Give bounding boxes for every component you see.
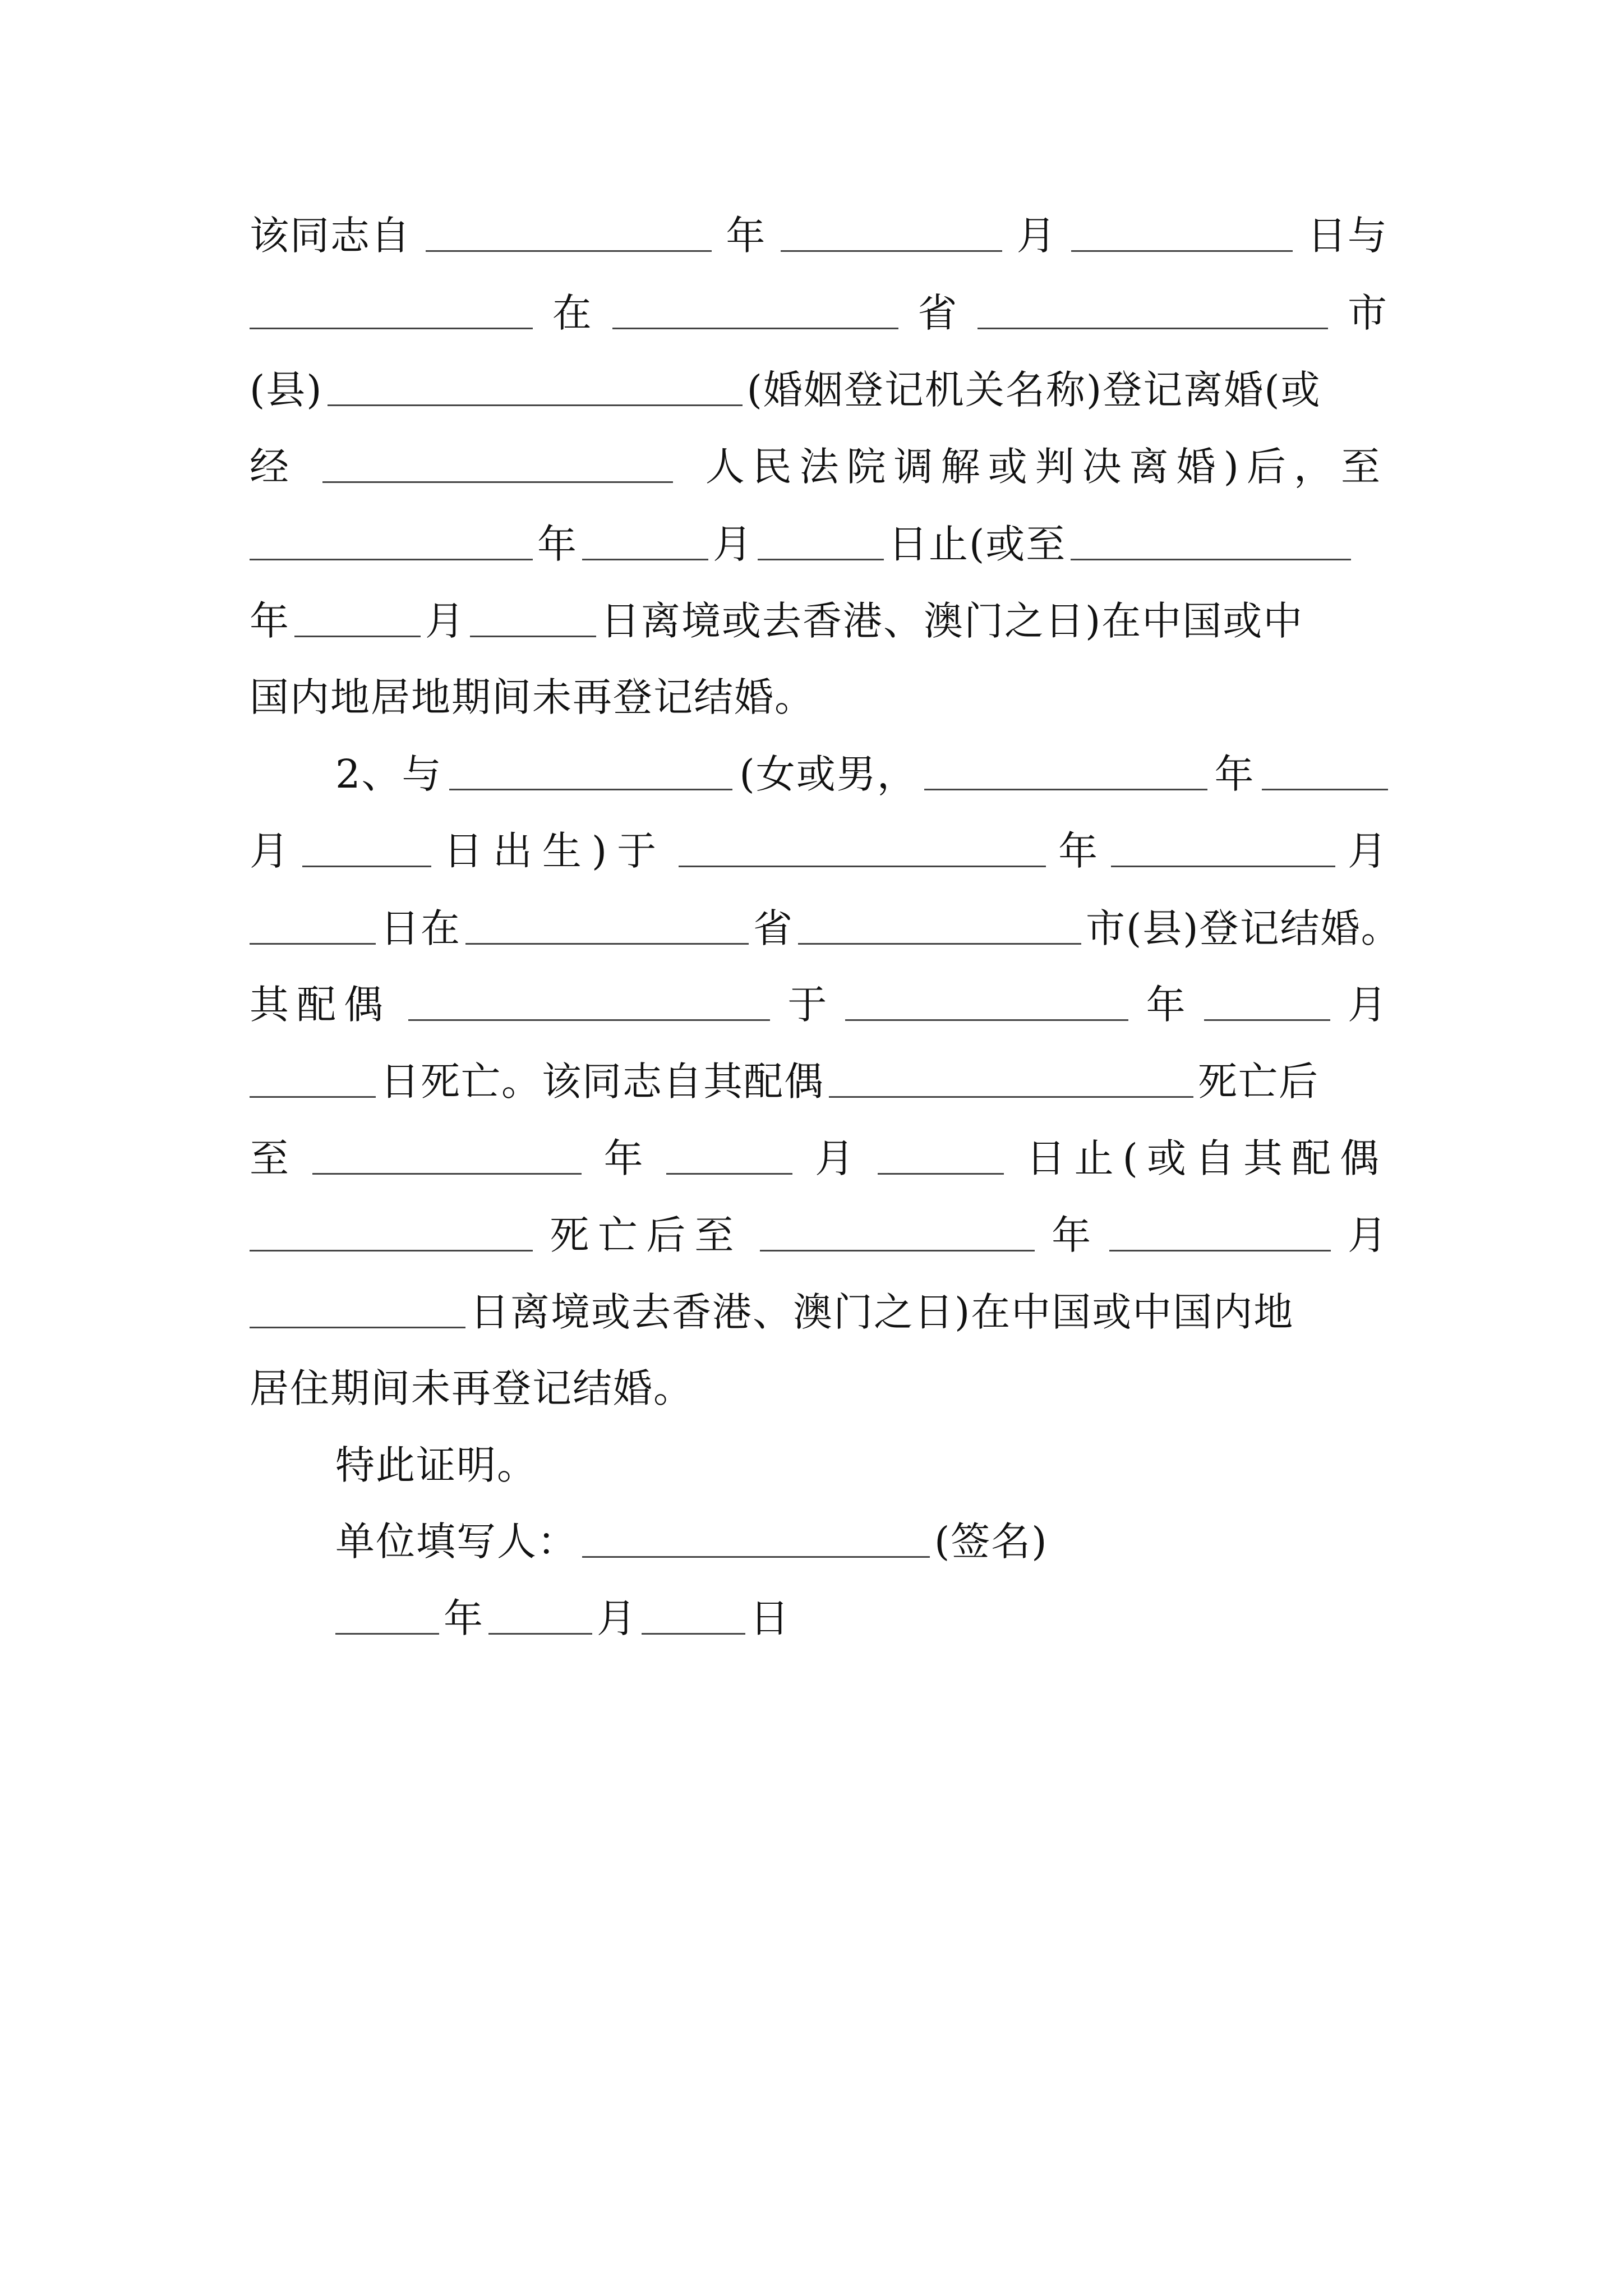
- text-segment: 月: [1347, 1212, 1388, 1258]
- text-segment: 月: [815, 1135, 856, 1181]
- text-segment: 日止(或至: [888, 521, 1067, 567]
- fill-blank: [1111, 863, 1335, 867]
- text-line-4: [250, 425, 1388, 490]
- text-segment: 国内地居地期间未再登记结婚。: [250, 674, 815, 720]
- fill-blank: [878, 1171, 1004, 1175]
- text-segment: 年: [1058, 828, 1099, 874]
- fill-blank: [470, 633, 596, 637]
- fill-blank: [328, 402, 743, 406]
- text-segment: 月: [1347, 828, 1388, 874]
- text-segment: 于: [787, 982, 828, 1028]
- text-segment: 年: [726, 213, 767, 259]
- fill-blank: [250, 556, 533, 560]
- fill-blank: [1204, 1017, 1330, 1021]
- fill-blank: [250, 1324, 465, 1328]
- text-segment: 市(县)登记结婚。: [1086, 905, 1401, 951]
- text-line-16: [250, 1346, 1388, 1411]
- text-segment: 死亡后: [1198, 1059, 1319, 1105]
- date-line: [335, 1576, 1388, 1641]
- text-segment: 年: [250, 598, 290, 644]
- text-line-10: [250, 886, 1401, 951]
- text-line-17: [335, 1423, 1388, 1488]
- text-segment: 月: [425, 598, 465, 644]
- text-line-12: [250, 1039, 1388, 1105]
- text-line-15: [250, 1270, 1388, 1335]
- fill-blank: [845, 1017, 1128, 1021]
- text-segment: 日离境或去香港、澳门之日)在中国或中国内地: [470, 1289, 1294, 1335]
- year-label: 年: [444, 1595, 484, 1641]
- text-line-1: [250, 194, 1388, 259]
- text-line-14: [250, 1193, 1388, 1258]
- text-segment: 该同志自: [250, 213, 411, 259]
- fill-blank: [426, 248, 712, 252]
- signature-note: (签名): [934, 1519, 1048, 1565]
- text-segment: 2、与: [335, 751, 442, 797]
- month-blank: [488, 1631, 592, 1635]
- fill-blank: [924, 786, 1207, 790]
- fill-blank: [1071, 556, 1351, 560]
- fill-blank: [829, 1094, 1193, 1098]
- text-segment: 年: [1214, 751, 1255, 797]
- text-segment: 年: [603, 1135, 644, 1181]
- fill-blank: [1262, 786, 1388, 790]
- text-segment: 日止(或自其配偶: [1026, 1135, 1388, 1181]
- fill-blank: [582, 556, 708, 560]
- fill-blank: [798, 941, 1081, 945]
- text-segment: 至: [250, 1135, 290, 1181]
- day-blank: [642, 1631, 745, 1635]
- text-line-8: [335, 732, 1388, 797]
- text-segment: (婚姻登记机关名称)登记离婚(或: [746, 367, 1321, 413]
- text-segment: 在: [552, 290, 593, 336]
- fill-blank: [312, 1171, 582, 1175]
- fill-blank: [302, 863, 431, 867]
- text-segment: 月: [713, 521, 753, 567]
- text-segment: 日在: [380, 905, 461, 951]
- text-line-11: [250, 963, 1388, 1028]
- text-segment: 市: [1347, 290, 1388, 336]
- fill-blank: [294, 633, 421, 637]
- text-segment: (县): [250, 367, 323, 413]
- text-line-5: [250, 502, 1388, 567]
- text-segment: 日出生)于: [443, 828, 667, 874]
- text-segment: 月: [250, 828, 290, 874]
- fill-blank: [978, 325, 1328, 329]
- text-segment: 其配偶: [250, 982, 391, 1028]
- signature-blank: [582, 1554, 930, 1558]
- fill-blank: [250, 325, 533, 329]
- text-segment: 年: [1052, 1212, 1092, 1258]
- text-line-9: [250, 809, 1388, 874]
- text-line-13: [250, 1116, 1388, 1181]
- signature-line: [335, 1499, 1388, 1565]
- text-line-7: [250, 655, 1388, 720]
- month-label: 月: [597, 1595, 637, 1641]
- fill-blank: [322, 479, 673, 483]
- fill-blank: [612, 325, 898, 329]
- fill-blank: [666, 1171, 792, 1175]
- text-segment: 日死亡。该同志自其配偶: [380, 1059, 824, 1105]
- text-segment: 月: [1347, 982, 1388, 1028]
- fill-blank: [465, 941, 749, 945]
- fill-blank: [408, 1017, 770, 1021]
- fill-blank: [250, 1248, 533, 1251]
- text-segment: 年: [537, 521, 578, 567]
- text-segment: 死亡后至: [550, 1212, 743, 1258]
- text-line-3: [250, 348, 1388, 413]
- text-segment: 经: [250, 444, 290, 490]
- year-blank: [335, 1631, 439, 1635]
- text-segment: 人民法院调解或判决离婚)后，至: [705, 444, 1388, 490]
- text-segment: 月: [1016, 213, 1057, 259]
- fill-blank: [760, 1248, 1035, 1251]
- signer-label: 单位填写人：: [335, 1519, 578, 1565]
- fill-blank: [250, 1094, 376, 1098]
- fill-blank: [1109, 1248, 1331, 1251]
- fill-blank: [1071, 248, 1293, 252]
- text-segment: 年: [1146, 982, 1187, 1028]
- text-line-2: [250, 271, 1388, 336]
- text-segment: 居住期间未再登记结婚。: [250, 1365, 694, 1411]
- text-segment: 日与: [1307, 213, 1388, 259]
- fill-blank: [758, 556, 884, 560]
- text-segment: 特此证明。: [335, 1442, 537, 1488]
- fill-blank: [781, 248, 1002, 252]
- fill-blank: [250, 941, 376, 945]
- day-label: 日: [750, 1595, 790, 1641]
- fill-blank: [679, 863, 1046, 867]
- text-segment: 省: [917, 290, 958, 336]
- text-segment: (女或男，: [739, 751, 917, 797]
- text-line-6: [250, 579, 1388, 644]
- text-segment: 日离境或去香港、澳门之日)在中国或中: [601, 598, 1304, 644]
- fill-blank: [449, 786, 732, 790]
- text-segment: 省: [753, 905, 794, 951]
